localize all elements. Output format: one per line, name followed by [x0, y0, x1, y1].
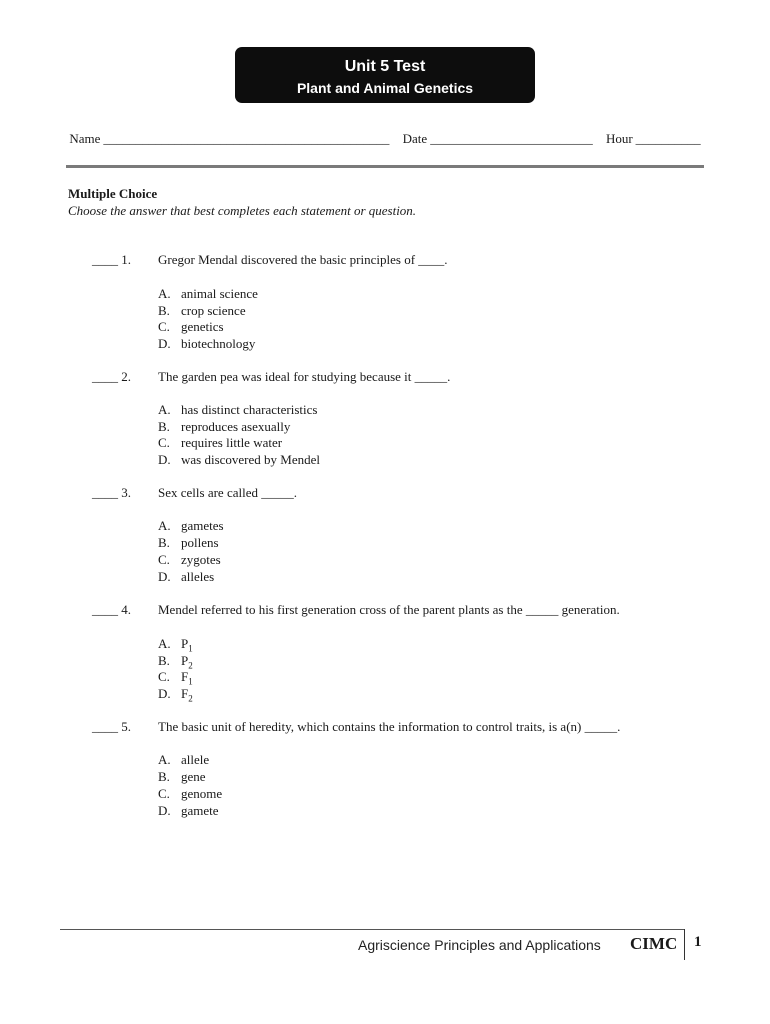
choice-d: D. $F_2$: [158, 686, 193, 704]
choice-d: D. alleles: [158, 569, 215, 584]
name-blank: ____________________________________________: [103, 131, 390, 146]
choice-c: C. zygotes: [158, 552, 221, 567]
choice-d: D. gamete: [158, 803, 219, 818]
choice-a: A. animal science: [158, 286, 258, 301]
answer-blank: ____ 1.: [92, 252, 131, 267]
section-title: Multiple Choice: [68, 186, 158, 201]
choice-a: A. has distinct characteristics: [158, 402, 318, 417]
choice-b: B. crop science: [158, 303, 246, 318]
choice-b: B. pollens: [158, 535, 219, 550]
choice-a: A. $P_1$: [158, 636, 193, 654]
date-label: Date: [402, 131, 428, 146]
choice-c: C. $F_1$: [158, 669, 193, 687]
test-subtitle: Plant and Animal Genetics: [296, 80, 474, 96]
footer-divider: [60, 929, 684, 930]
title-box: [235, 47, 535, 103]
test-title: Unit 5 Test: [344, 58, 426, 75]
section-instructions: Choose the answer that best completes each statement or question.: [68, 203, 417, 218]
answer-blank: ____ 5.: [92, 719, 131, 734]
student-info-row: [0, 131, 770, 147]
choice-a: A. gametes: [158, 518, 224, 533]
name-label: Name: [69, 131, 101, 146]
question-text: Gregor Mendal discovered the basic principles of ____.: [158, 252, 448, 267]
question-text: Mendel referred to his first generation cross of the parent plants as the _____ generation.: [158, 602, 620, 617]
footer-course-title: Agriscience Principles and Applications: [358, 937, 601, 953]
choice-d: D. biotechnology: [158, 336, 256, 351]
question-text: Sex cells are called _____.: [158, 485, 297, 500]
footer-vertical-divider: [684, 929, 685, 960]
choice-b: B. reproduces asexually: [158, 419, 291, 434]
choice-b: B. gene: [158, 769, 206, 784]
question-text: The garden pea was ideal for studying because it _____.: [158, 369, 451, 384]
choice-a: A. allele: [158, 752, 210, 767]
choice-d: D. was discovered by Mendel: [158, 452, 320, 467]
answer-blank: ____ 3.: [92, 485, 131, 500]
question-text: The basic unit of heredity, which contains the information to control traits, is a(n) _____.: [158, 719, 621, 734]
choice-b: B. $P_2$: [158, 653, 193, 671]
cimc-logo: CIMC: [630, 934, 678, 953]
hour-label: Hour: [605, 131, 633, 146]
answer-blank: ____ 4.: [92, 602, 131, 617]
page-number: 1: [694, 934, 702, 950]
answer-blank: ____ 2.: [92, 369, 131, 384]
choice-c: C. genome: [158, 786, 223, 801]
hour-blank: __________: [635, 131, 701, 146]
date-blank: _________________________: [430, 131, 593, 146]
choice-c: C. requires little water: [158, 435, 283, 450]
choice-c: C. genetics: [158, 319, 224, 334]
header-divider: [66, 165, 704, 168]
